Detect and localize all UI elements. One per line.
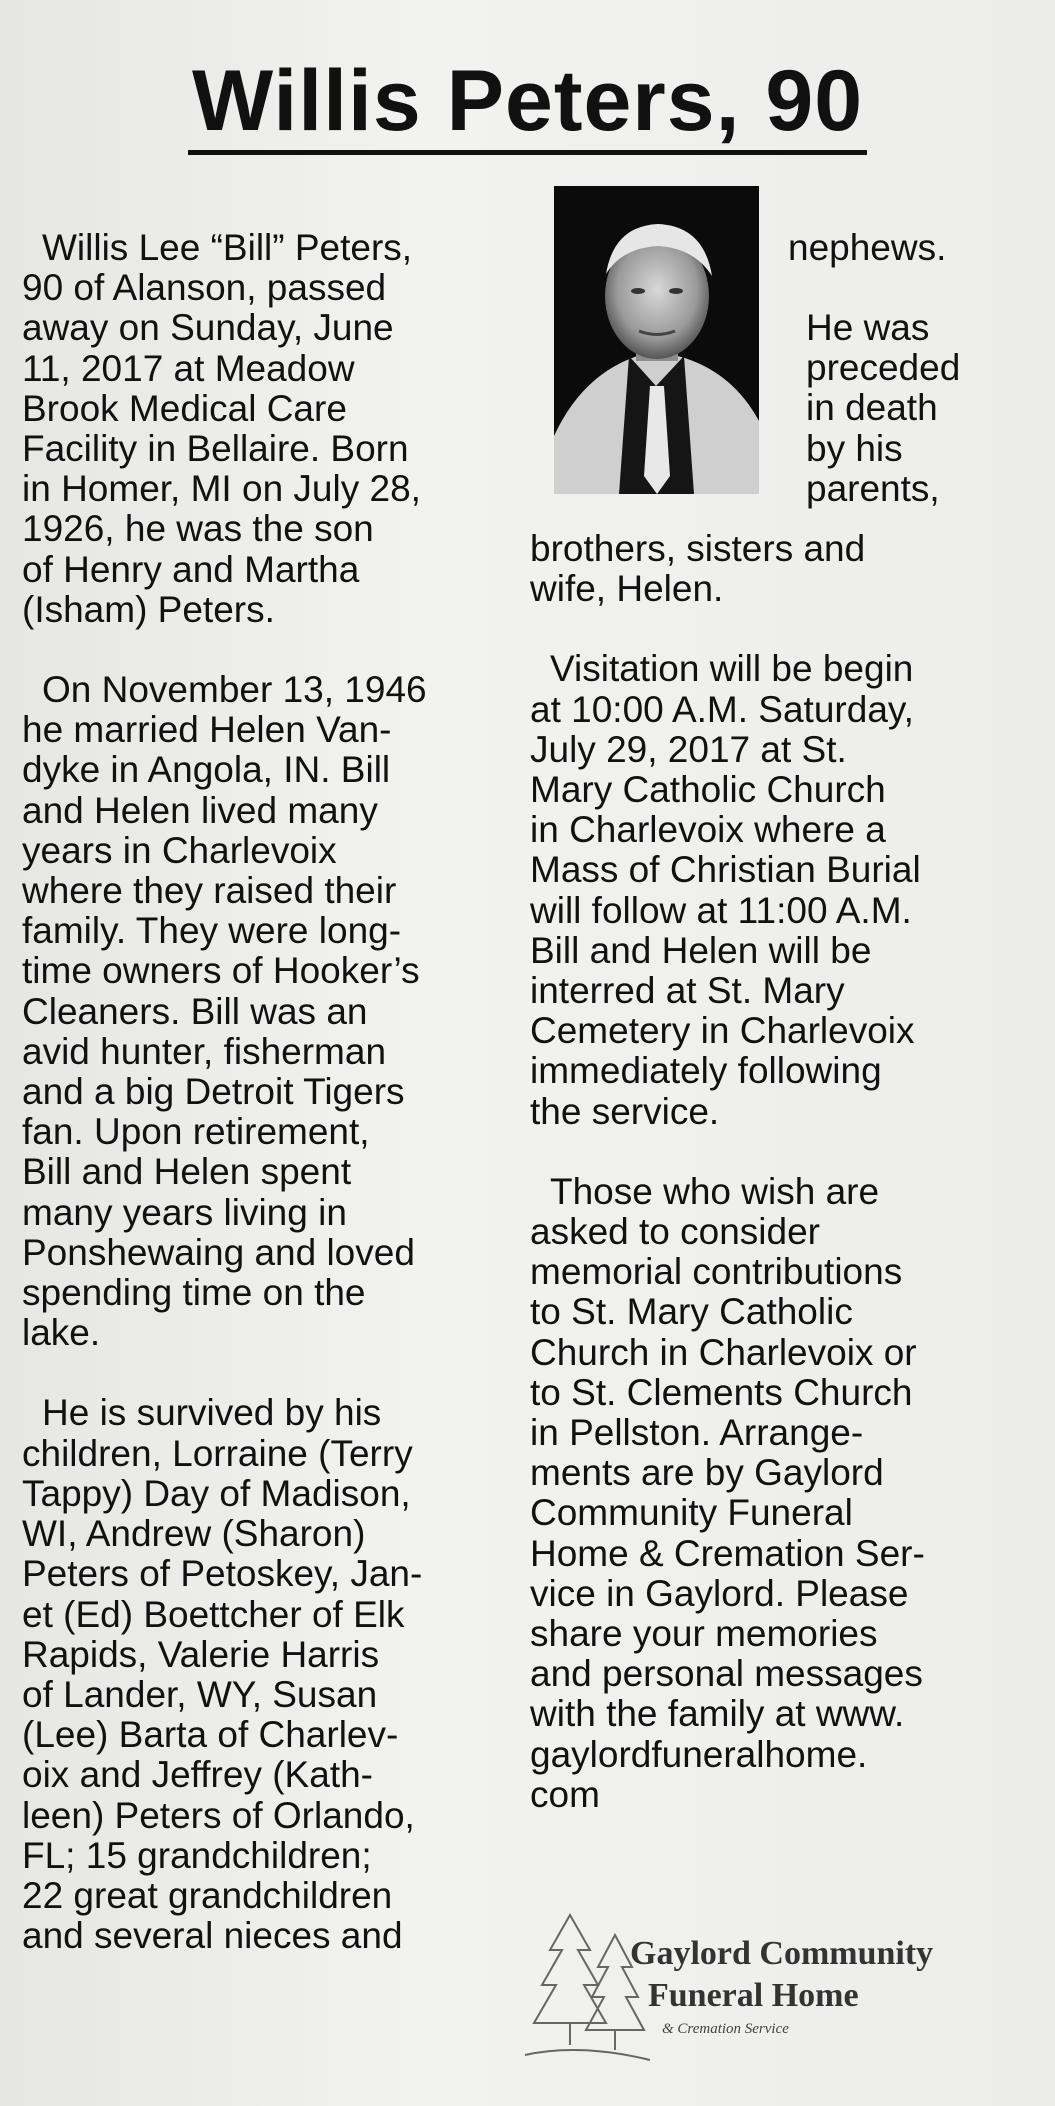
headline-text: Willis Peters, 90 xyxy=(188,52,867,155)
headline xyxy=(0,52,1055,155)
logo-line-2: Funeral Home xyxy=(648,1977,859,2014)
portrait-photo xyxy=(554,186,759,494)
beside-photo-text: nephews. xyxy=(788,227,947,268)
logo-line-1: Gaylord Community xyxy=(630,1935,934,1972)
left-column xyxy=(22,228,522,1996)
paragraph-survivors: He is survived by his children, Lorraine (Terry Tappy) Day of Madison, WI, Andrew (Sharon) Peters of Petoskey, Jan- et (Ed) Boettcher of Elk Rapids, Valerie Harris of Lander, WY, Susan (Lee) Barta of Charlev- oix and Jeffrey (Kath- leen) Peters of Orlando, FL; 15 grandchildren; 22 great grandchildren and several nieces and xyxy=(22,1392,423,1957)
paragraph-marriage: On November 13, 1946 he married Helen Van- dyke in Angola, IN. Bill and Helen lived many years in Charlevoix where they raised their family. They were long- time owners of Hooker’s Cleaners. Bill was an avid hunter, fisherman and a big Detroit Tigers fan. Upon retirement, Bill and Helen spent many years living in Ponshewaing and loved spending time on the lake. xyxy=(22,669,427,1354)
paragraph-preceded: brothers, sisters and wife, Helen. xyxy=(530,528,866,610)
pine-trees-icon xyxy=(520,1905,660,2075)
funeral-home-logo xyxy=(520,1905,1000,2075)
right-column xyxy=(530,529,1040,1855)
paragraph-visitation: Visitation will be begin at 10:00 A.M. Saturday, July 29, 2017 at St. Mary Catholic Church in Charlevoix where a Mass of Christian Burial will follow at 11:00 A.M. Bill and Helen will be interred at St. Mary Cemetery in Charlevoix immediately following the service. xyxy=(530,648,921,1132)
logo-line-3: & Cremation Service xyxy=(662,2021,789,2037)
beside-photo-text-2: He was preceded in death by his parents, xyxy=(806,307,961,509)
paragraph-memorials: Those who wish are asked to consider memorial contributions to St. Mary Catholic Church in Charlevoix or to St. Clements Church in Pellston. Arrange- ments are by Gaylord Community Funeral Home & Cremation Ser- vice in Gaylord. Please share your memories and personal messages with the family at www. gaylordfuneralhome. com xyxy=(530,1170,925,1815)
paragraph-intro: Willis Lee “Bill” Peters, 90 of Alanson, passed away on Sunday, June 11, 2017 at Meadow Brook Medical Care Facility in Bellaire. Born in Homer, MI on July 28, 1926, he was the son of Henry and Martha (Isham) Peters. xyxy=(22,227,421,630)
portrait-icon xyxy=(554,186,759,494)
